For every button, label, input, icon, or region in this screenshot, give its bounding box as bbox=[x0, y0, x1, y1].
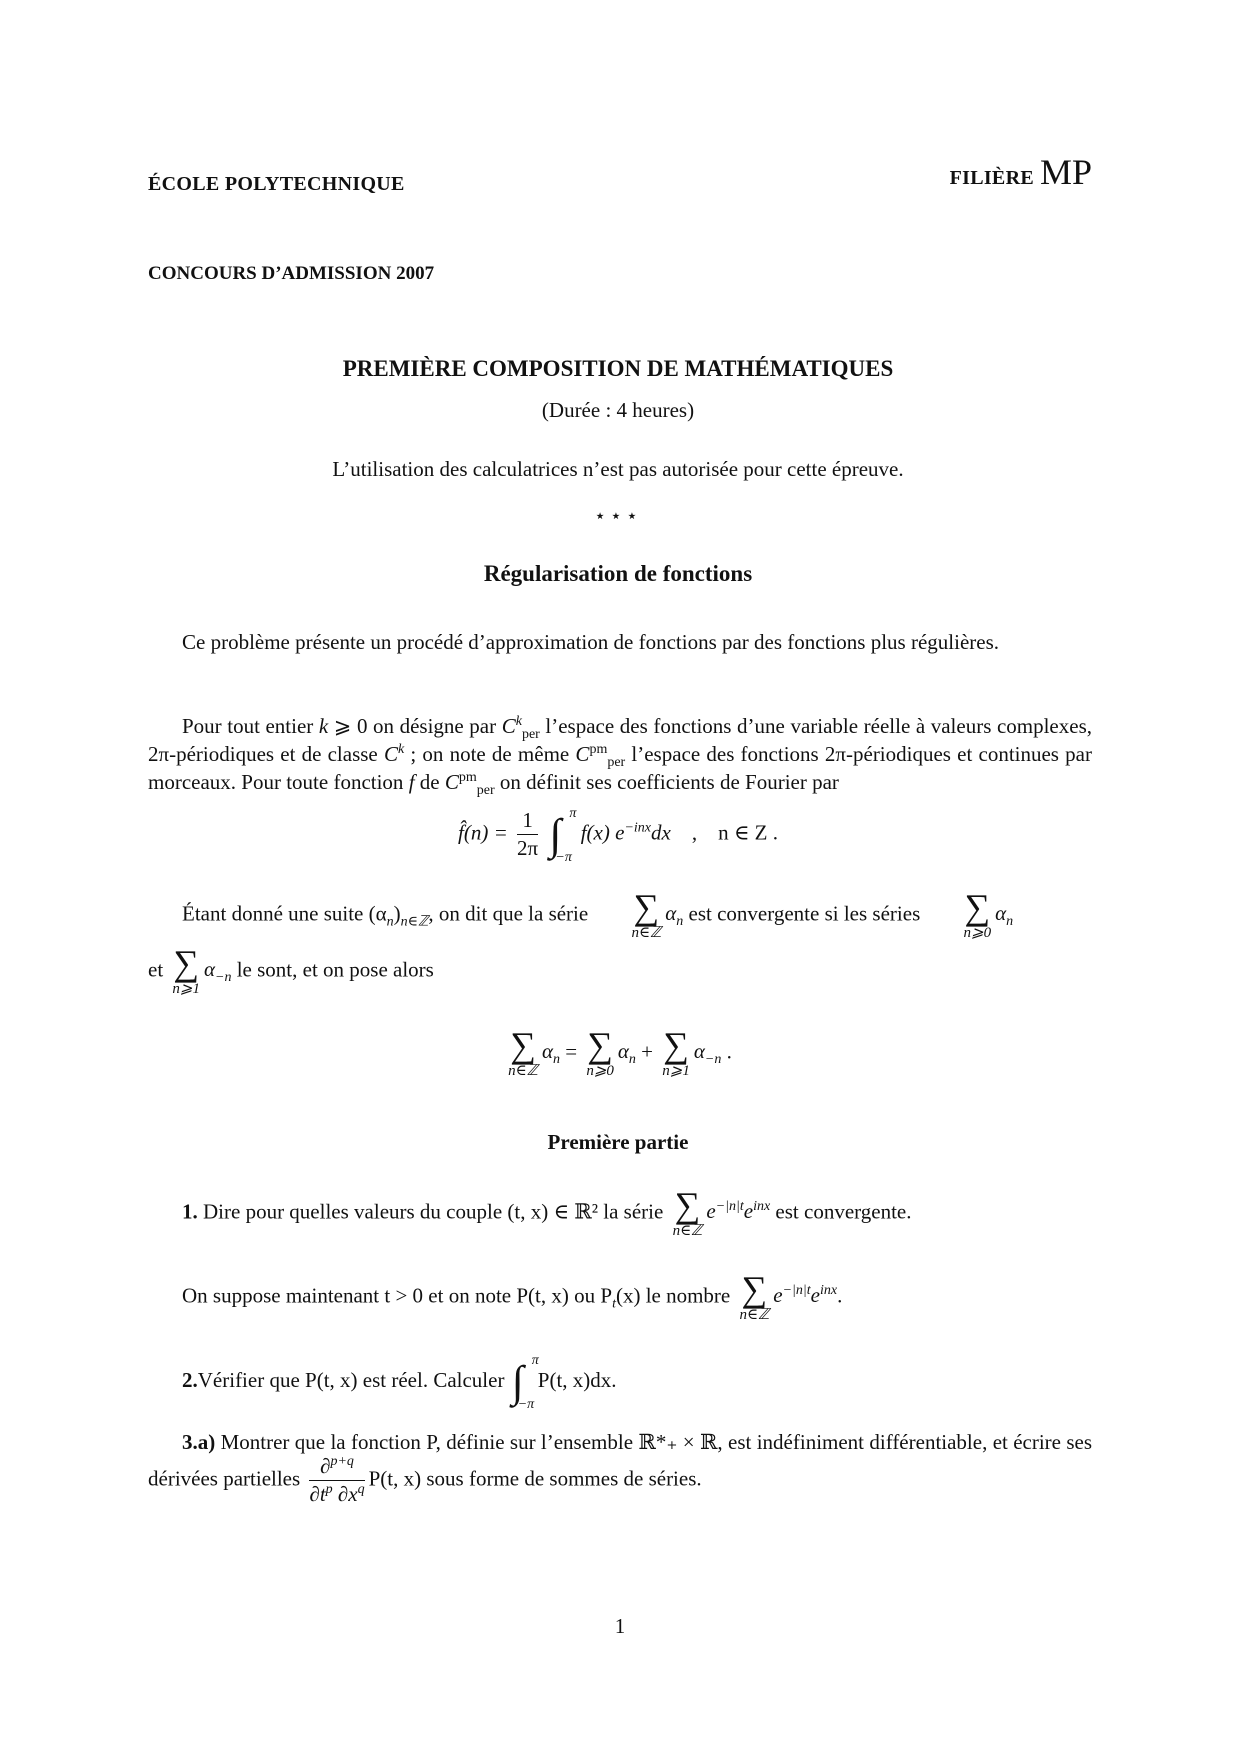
series-text-a: Étant donné une suite (α bbox=[182, 901, 387, 926]
integral-sign: ∫ π −π bbox=[511, 1353, 539, 1412]
series-text-d: et bbox=[148, 957, 164, 982]
series-text-e: le sont, et on pose alors bbox=[236, 957, 434, 982]
series-text-c: est convergente si les séries bbox=[688, 901, 921, 926]
def-text-f: on définit ses coefficients de Fourier par bbox=[494, 770, 839, 794]
definitions-paragraph: Pour tout entier k ⩾ 0 on désigne par $C^k_{per}$ l’espace des fonctions d’une variable réelle à valeurs complexes, 2π-périodiques et de classe $C^k$ ; on note de même $C^{pm}_{per}$ l’espace des fonctions 2π-périodiques et continues par morceaux. Pour toute fonction f de $C^{pm}_{per}$ on définit ses coefficients de Fourier par bbox=[148, 714, 1093, 799]
suppose-text-a: On suppose maintenant t > 0 et on note P(t, x) ou P bbox=[182, 1283, 613, 1308]
q3-label: 3.a) bbox=[182, 1430, 216, 1454]
problem-title: Régularisation de fonctions bbox=[483, 561, 753, 586]
duration: (Durée : 4 heures) bbox=[541, 398, 695, 422]
def-text-c: ; on note de même bbox=[404, 742, 576, 766]
part-title: Première partie bbox=[547, 1130, 689, 1154]
q2-text: Vérifier que P(t, x) est réel. Calculer bbox=[197, 1367, 505, 1392]
suppose-paragraph: On suppose maintenant t > 0 et on note P(t, x) ou $P_t(x)$ le nombre ∑ n∈ℤ $e^{-|n|t}e^{inx}$. bbox=[182, 1269, 843, 1323]
question-2 bbox=[182, 1353, 617, 1412]
filiere-text: FILIÈRE bbox=[949, 167, 1034, 189]
series-paragraph-cont: et ∑ n⩾1 $\alpha_{-n}$ le sont, et on pose alors bbox=[148, 943, 434, 997]
page-number: 1 bbox=[614, 1614, 626, 1638]
filiere-code: MP bbox=[1039, 152, 1092, 192]
sum-symbol: ∑ n∈ℤ bbox=[672, 1185, 703, 1239]
partial-derivative-fraction: $\frac{\partial^{p+q}}{\partial t^p \partial x^q}$ bbox=[309, 1454, 365, 1506]
fraction: $\frac{1}{2\pi}$ bbox=[517, 808, 539, 860]
composition-title: PREMIÈRE COMPOSITION DE MATHÉMATIQUES bbox=[342, 356, 894, 381]
sum-symbol: ∑ n∈ℤ bbox=[631, 887, 662, 941]
q1-label: 1. bbox=[182, 1199, 198, 1224]
suppose-text-b: (x) le nombre bbox=[615, 1283, 731, 1308]
q1-text: Dire pour quelles valeurs du couple (t, x) ∈ ℝ² la série bbox=[203, 1199, 664, 1224]
question-1: 1. Dire pour quelles valeurs du couple (t, x) ∈ ℝ² la série ∑ n∈ℤ $e^{-|n|t}e^{inx}$ est convergente. bbox=[182, 1185, 912, 1239]
concours-label: CONCOURS D’ADMISSION 2007 bbox=[148, 263, 435, 284]
q3-text: Montrer que la fonction P, définie sur l’ensemble ℝ*₊ × ℝ, est indéfiniment différentiable, et écrire ses dérivées partielles bbox=[148, 1430, 1092, 1491]
def-text-d: l’espace des fonctions 2π-périodiques et continues par morceaux. Pour toute fonction bbox=[148, 742, 1092, 794]
series-equation: ∑ n∈ℤ $\alpha_n$ = ∑ n⩾0 $\alpha_n$ + ∑ n⩾1 $\alpha_{-n}$ . bbox=[508, 1025, 732, 1079]
fourier-equation: f̂(n) = $\frac{1}{2\pi}$ ∫ π −π f(x) $e^{-inx}dx$ , n ∈ Z . bbox=[458, 805, 778, 865]
series-paragraph: Étant donné une suite $(\alpha_n)_{n\in ℤ}$, on dit que la série ∑ n∈ℤ $\alpha_n$ est convergente si les séries ∑ n⩾0 $\alpha_n$ bbox=[182, 887, 1014, 941]
sum-symbol: ∑ n⩾1 bbox=[172, 943, 200, 997]
fourier-lhs: f̂(n) = bbox=[458, 820, 508, 845]
integrand: f(x) e bbox=[580, 820, 625, 845]
q1-tail: est convergente. bbox=[775, 1199, 912, 1224]
calculator-notice: L’utilisation des calculatrices n’est pas autorisée pour cette épreuve. bbox=[332, 457, 904, 481]
school-name: ÉCOLE POLYTECHNIQUE bbox=[148, 173, 405, 195]
exponent: −inx bbox=[624, 820, 651, 836]
series-text-b: , on dit que la série bbox=[428, 901, 589, 926]
q2-label: 2. bbox=[182, 1367, 198, 1392]
def-text-b: l’espace des fonctions d’une variable réelle à valeurs complexes, 2π-périodiques et de classe bbox=[148, 714, 1093, 766]
def-text-a: Pour tout entier bbox=[182, 714, 319, 738]
q3-tail: P(t, x) sous forme de sommes de séries. bbox=[368, 1466, 702, 1491]
question-3a bbox=[148, 1428, 1092, 1505]
def-text-e: de bbox=[414, 770, 445, 794]
fourier-tail: n ∈ Z . bbox=[718, 820, 778, 845]
stars-divider: ⋆⋆⋆ bbox=[594, 506, 642, 527]
intro-paragraph: Ce problème présente un procédé d’approximation de fonctions par des fonctions plus régulières. bbox=[182, 630, 1000, 654]
sum-symbol: ∑ n∈ℤ bbox=[739, 1269, 770, 1323]
sum-symbol: ∑ n⩾0 bbox=[963, 887, 992, 941]
q2-tail: P(t, x)dx. bbox=[537, 1367, 617, 1392]
dx: dx bbox=[651, 820, 671, 845]
integral-sign: ∫ π −π bbox=[549, 805, 577, 865]
filiere-label bbox=[949, 152, 1092, 192]
